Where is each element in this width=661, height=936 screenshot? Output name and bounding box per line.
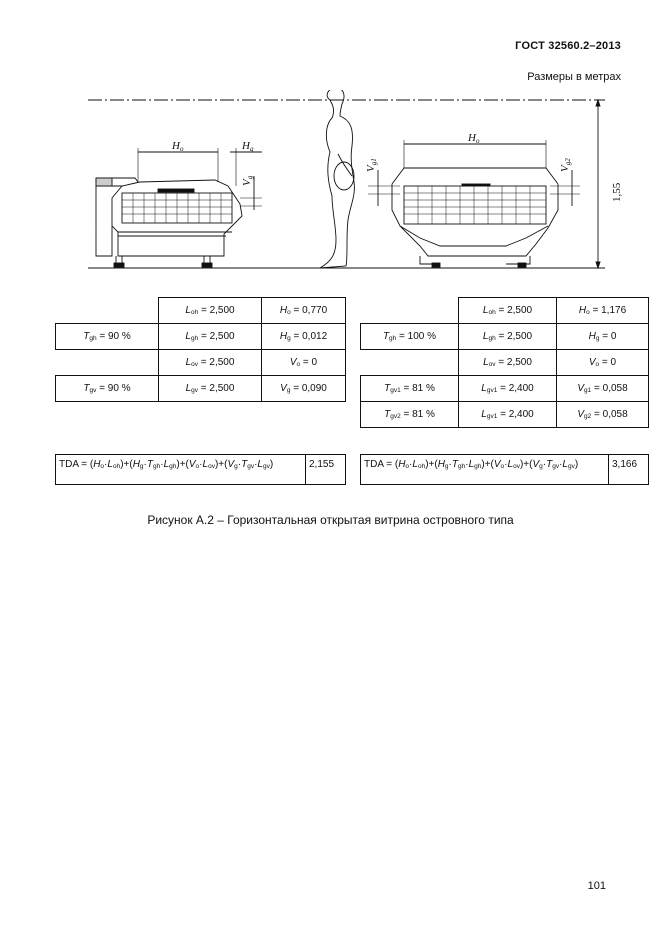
table-cell: $H_o = 1,176$ [557,298,649,324]
table-row [361,376,649,402]
table-row [361,324,649,350]
table-cell: $V_{g2} = 0,058$ [557,402,649,428]
table-row [56,455,346,485]
table-cell: $V_g = 0,090$ [262,376,346,402]
table-cell: $L_{gv1} = 2,400$ [459,402,557,428]
table-cell: $L_{oh} = 2,500$ [459,298,557,324]
left-values-table [55,297,346,402]
table-cell: $L_{gv} = 2,500$ [159,376,262,402]
left-case-rail [96,178,112,186]
table-cell: $V_o = 0$ [262,350,346,376]
table-row [361,455,649,485]
left-v-label: Vg [241,175,254,186]
table-row [361,350,649,376]
left-display-case [96,148,262,267]
right-v2-label: Vg2 [559,158,572,172]
table-cell: $V_o = 0$ [557,350,649,376]
left-tda-table [55,454,346,485]
table-cell: $L_{oh} = 2,500$ [159,298,262,324]
table-cell: $T_{gv} = 90$ % [56,376,159,402]
table-row [56,324,346,350]
display-case-drawing [0,90,661,280]
left-width-label: Ho [172,140,184,153]
table-row [361,402,649,428]
table-cell [56,298,159,324]
right-product-grid [404,186,546,224]
person-silhouette [320,90,354,268]
table-cell: $L_{gh} = 2,500$ [159,324,262,350]
table-cell: $H_g = 0$ [557,324,649,350]
table-cell [56,350,159,376]
table-row [56,376,346,402]
table-cell: $H_o = 0,770$ [262,298,346,324]
table-cell: $L_{gv1} = 2,400$ [459,376,557,402]
tda-value: 3,166 [609,455,649,485]
table-cell: $T_{gh} = 100$ % [361,324,459,350]
units-note: Размеры в метрах [527,71,621,83]
page-number: 101 [587,880,606,892]
table-cell: $T_{gh} = 90$ % [56,324,159,350]
tda-formula: TDA = $(H_o\cdot L_{oh})+(H_g\cdot T_{gh}\cdot L_{gh})+(V_o\cdot L_{ov})+(V_g\cdot T_{gv}\cdot L_{gv})$ [361,455,609,485]
table-row [56,298,346,324]
document-header: ГОСТ 32560.2–2013 [515,40,621,52]
table-cell: $L_{ov} = 2,500$ [159,350,262,376]
table-cell: $H_g = 0,012$ [262,324,346,350]
left-case-label-strip [158,189,194,192]
table-cell: $T_{gv2} = 81$ % [361,402,459,428]
table-cell [361,298,459,324]
right-width-label: Ho [468,132,480,145]
table-row [56,350,346,376]
table-cell: $L_{gh} = 2,500$ [459,324,557,350]
right-display-case [368,100,600,268]
height-label: 1,55 [611,182,623,202]
table-row [361,298,649,324]
table-cell: $T_{gv1} = 81$ % [361,376,459,402]
right-v1-label: Vg1 [365,158,378,172]
tda-value: 2,155 [306,455,346,485]
tda-formula: TDA = $(H_o\cdot L_{oh})+(H_g\cdot T_{gh}\cdot L_{gh})+(V_o\cdot L_{ov})+(V_g\cdot T_{gv}\cdot L_{gv})$ [56,455,306,485]
figure-caption: Рисунок А.2 – Горизонтальная открытая витрина островного типа [147,513,514,527]
right-values-table [360,297,649,428]
right-tda-table [360,454,649,485]
table-cell [361,350,459,376]
table-cell: $L_{ov} = 2,500$ [459,350,557,376]
table-cell: $V_{g1} = 0,058$ [557,376,649,402]
left-gap-label: Hg [242,140,254,153]
